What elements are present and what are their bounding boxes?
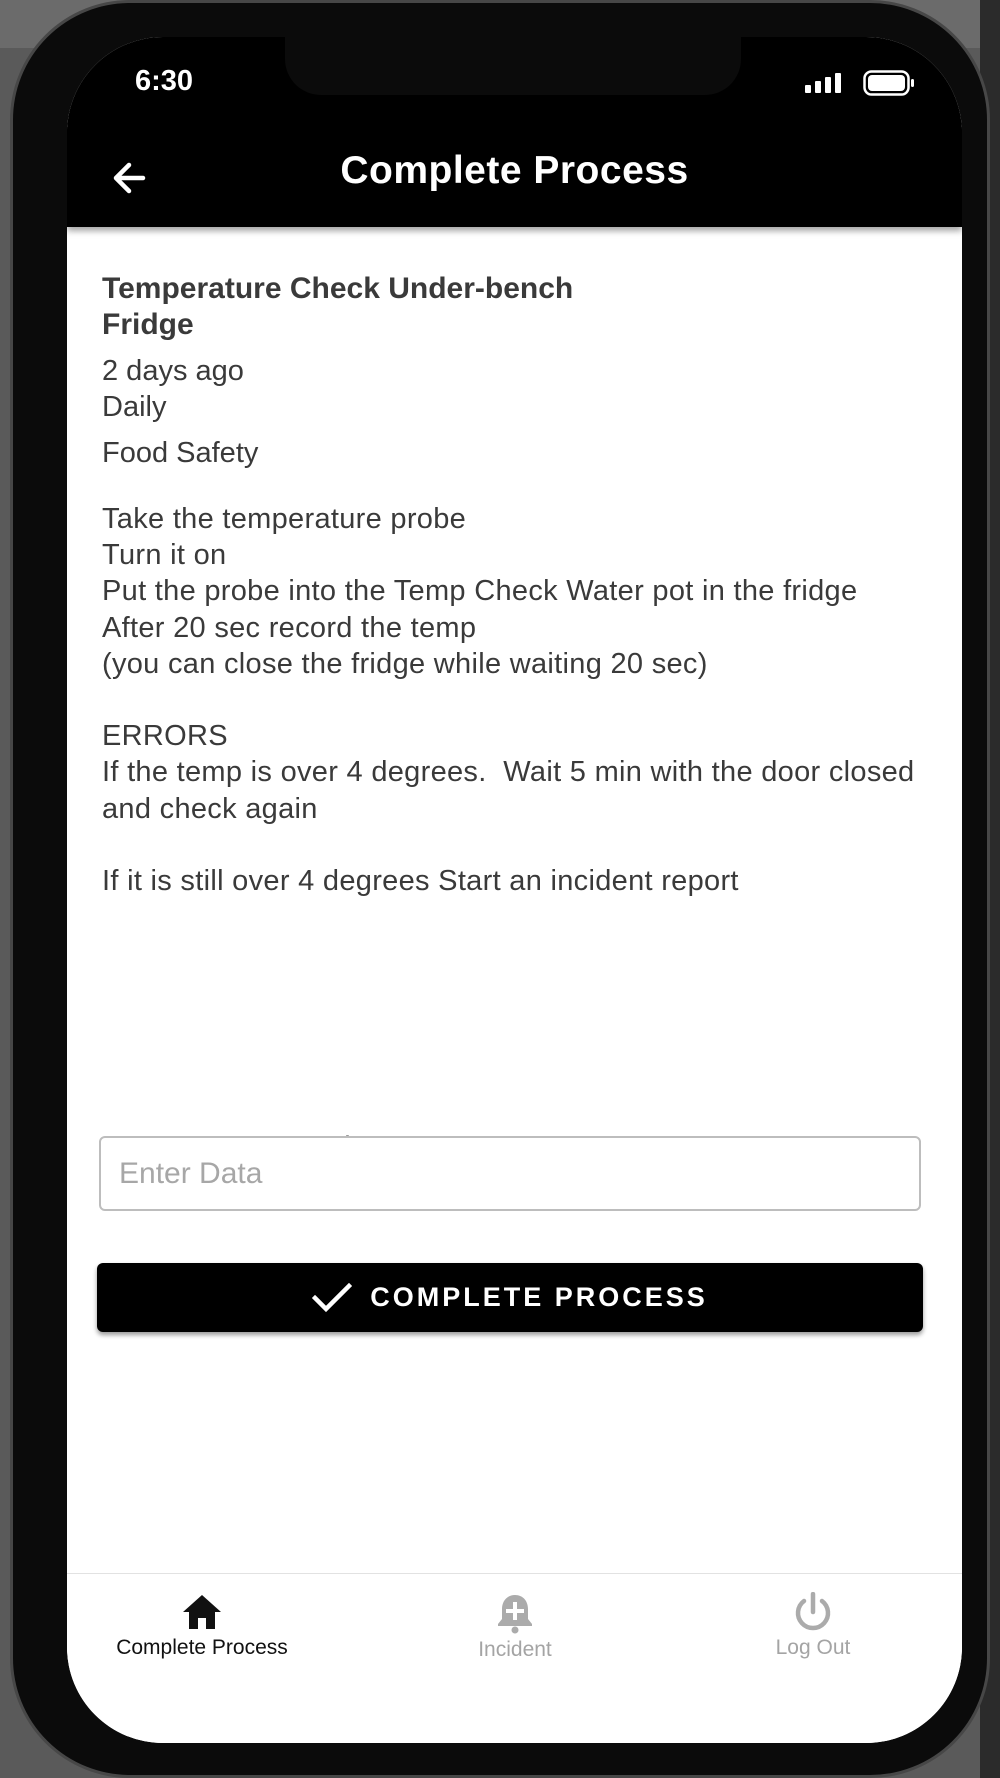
- complete-process-label: COMPLETE PROCESS: [370, 1282, 708, 1312]
- signal-icon: [805, 73, 845, 93]
- nav-label-incident: Incident: [478, 1638, 552, 1661]
- nav-label-log-out: Log Out: [775, 1636, 851, 1659]
- process-instructions: Take the temperature probe Turn it on Put the probe into the Temp Check Water pot in the fridge After 20 sec record the temp (you can close the fridge while waiting 20 sec) ERRORS If the temp is over 4 degrees. Wait 5 min with the door closed and check again If it is still over 4 degrees Start an incident report: [102, 503, 915, 898]
- nav-item-incident[interactable]: [365, 1592, 665, 1662]
- page-title: Complete Process: [340, 149, 689, 192]
- bottom-navigation: [67, 1573, 962, 1743]
- temperature-input[interactable]: [99, 1136, 921, 1211]
- complete-process-button[interactable]: [97, 1263, 923, 1332]
- battery-icon: [863, 70, 915, 96]
- app-bar: [67, 127, 962, 227]
- status-time: 6:30: [135, 65, 194, 97]
- nav-item-complete-process[interactable]: [67, 1592, 352, 1660]
- process-details: [102, 271, 932, 899]
- power-icon: [791, 1592, 835, 1632]
- nav-label-complete-process: Complete Process: [116, 1636, 288, 1659]
- nav-item-log-out[interactable]: [663, 1592, 962, 1660]
- process-title: Temperature Check Under-bench Fridge: [102, 272, 574, 341]
- bell-plus-icon: [493, 1592, 537, 1634]
- home-icon: [180, 1592, 224, 1632]
- notch: [285, 37, 741, 95]
- phone-screen: [67, 37, 962, 1743]
- process-category: Food Safety: [102, 437, 259, 469]
- phone-frame: [10, 0, 990, 1778]
- process-frequency: Daily: [102, 391, 167, 423]
- check-icon: [312, 1283, 352, 1313]
- process-when: 2 days ago: [102, 355, 244, 387]
